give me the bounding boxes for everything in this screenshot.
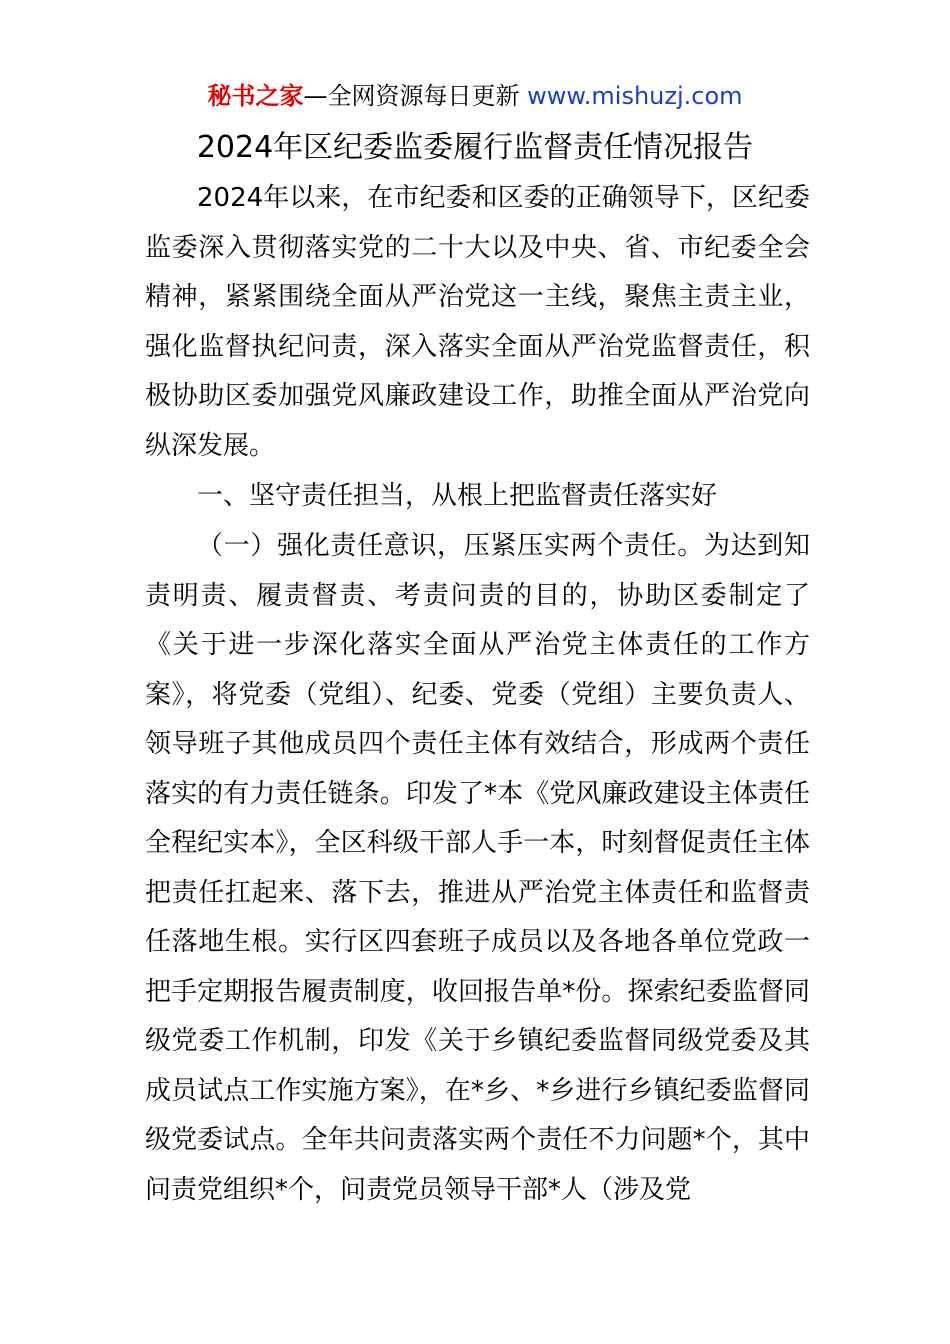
intro-paragraph: [145, 174, 810, 471]
intro-text: 2024年以来，在市纪委和区委的正确领导下，区纪委监委深入贯彻落实党的二十大以及中央、省、市纪委全会精神，紧紧围绕全面从严治党这一主线，聚焦主责主业，强化监督执纪问责，深入落实全面从严治党监督责任，积极协助区委加强党风廉政建设工作，助推全面从严治党向纵深发展。: [145, 183, 810, 461]
section-heading-text: 一、坚守责任担当，从根上把监督责任落实好: [197, 481, 718, 511]
document-title: 2024年区纪委监委履行监督责任情况报告: [196, 130, 754, 165]
banner-tagline: —全网资源每日更新: [303, 82, 520, 110]
section-paragraph: [145, 522, 810, 1215]
banner-site-link[interactable]: www.mishuzj.com: [519, 82, 743, 110]
section-heading: [145, 472, 810, 522]
section-paragraph-text: （一）强化责任意识，压紧压实两个责任。为达到知责明责、履责督责、考责问责的目的，协助区委制定了《关于进一步深化落实全面从严治党主体责任的工作方案》，将党委（党组）、纪委、党委（党组）主要负责人、领导班子其他成员四个责任主体有效结合，形成两个责任落实的有力责任链条。印发了*本《党风廉政建设主体责任全程纪实本》，全区科级干部人手一本，时刻督促责任主体把责任扛起来、落下去，推进从严治党主体责任和监督责任落地生根。实行区四套班子成员以及各地各单位党政一把手定期报告履责制度，收回报告单*份。探索纪委监督同级党委工作机制，印发《关于乡镇纪委监督同级党委及其成员试点工作实施方案》，在*乡、*乡进行乡镇纪委监督同级党委试点。全年共问责落实两个责任不力问题*个，其中问责党组织*个，问责党员领导干部*人（涉及党: [145, 531, 810, 1205]
site-banner: [0, 80, 950, 112]
banner-brand: 秘书之家: [207, 82, 304, 110]
